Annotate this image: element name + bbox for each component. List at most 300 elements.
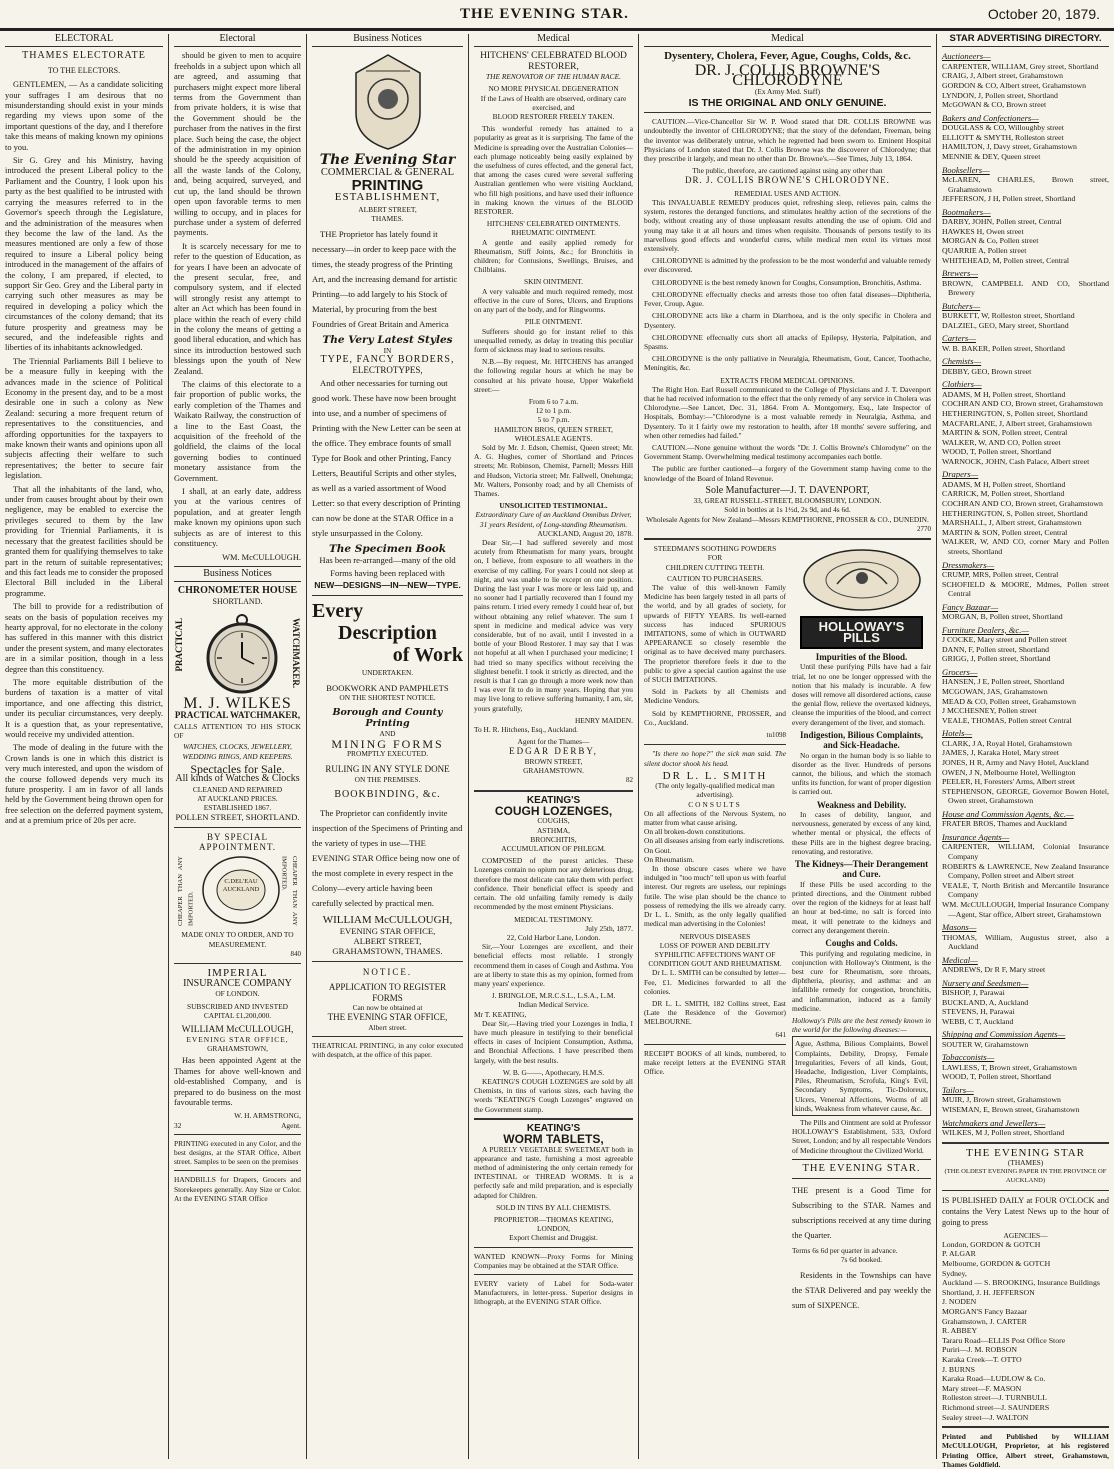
- ad-thames: THAMES.: [371, 214, 404, 224]
- agency-entry: Tararu Road—ELLIS Post Office Store: [942, 1335, 1066, 1345]
- directory-header: STAR ADVERTISING DIRECTORY.: [942, 34, 1109, 47]
- ad-export: Export Chemist and Druggist.: [509, 1233, 598, 1243]
- ad-made: MADE ONLY TO ORDER, AND TO MEASUREMENT.: [181, 930, 294, 949]
- directory-entry: ADAMS, M H, Pollen street, Shortland: [942, 479, 1066, 489]
- ad-extracts: EXTRACTS FROM MEDICAL OPINIONS.: [720, 375, 855, 385]
- directory-entry: HAMILTON, J, Davy street, Grahamstown: [942, 142, 1077, 152]
- ad-steed-text: The value of this well-known Family Medicine has been largely tested in all parts of the world, and by all grades of society, for upwards of FIFTY YEARS. Its well-earned success has induced SPURIOUS IMITATIONS, some of which in OUTWARD APPEARANCE so closely resemble the original as to have deceived many purchasers. The proprietor therefore feels it due to the public to give a special caution against the use of SUCH IMITATIONS.: [644, 582, 786, 685]
- printing-press-crest-icon: [346, 51, 430, 153]
- agency-entry: R. ABBEY: [942, 1326, 978, 1336]
- ad-asthma: ASTHMA,: [536, 825, 571, 835]
- agency-entry: J. NODEN: [942, 1297, 977, 1307]
- ad-paper-name: The Evening Star: [319, 152, 456, 169]
- ad-handbills: HANDBILLS for Drapers, Grocers and Storekeepers generally. Any Size or Color. At the EVENING STAR Office: [174, 1175, 301, 1203]
- ad-coughs: Coughs and Colds.: [825, 938, 898, 949]
- ad-tablets: WORM TABLETS,: [503, 1132, 604, 1147]
- directory-entry: CARPENTER, WILLIAM, Grey street, Shortland: [942, 61, 1099, 71]
- ad-type-borders: TYPE, FANCY BORDERS,: [320, 354, 455, 366]
- watch-engraving: [174, 610, 301, 696]
- agency-entry: Shortland, J. H. JEFFERSON: [942, 1287, 1035, 1297]
- ad-theatrical: THEATRICAL PRINTING, in any color executed with despatch, at the office of this paper.: [312, 1040, 463, 1059]
- ad-letter: Dear Sir,—I had suffered severely and most acutely from Rheumatism for many years, brought on, I believe, from exposure to all weathers in the exercise of my calling. For years I could not sleep at night, and was unable to lie except on one position. During the last year I was more or less laid up, and no sooner had I partially recovered than I found my pains return. I tried every remedy I could hear of, but without obtaining any relief whatever. The sum I spent in medicine and medical advice was very considerable, but of no avail, until I invested in a bottle of your Blood Restorer. I may say that I was not hopeful at all when I purchased your medicine; I had tried so many specifics without receiving the slightest benefit. I took it strictly as directed, and the result is that I can go through a more week now than I was ever fit to do in many years. Hoping that you may live long to relieve suffering humanity, I am, sir, yours gratefully,: [474, 537, 633, 713]
- letter-paragraph: GENTLEMEN, — As a candidate soliciting your suffrages I am desirous that no misunderstanding should exist in your minds regarding my views upon some of the important questions of the day, and I therefore take this means of making known my opinions to you.: [5, 80, 163, 152]
- ad-agent-name: WILLIAM McCULLOUGH,: [181, 1024, 294, 1035]
- ad-number: 641: [775, 1030, 786, 1039]
- letter-signature: WM. McCULLOUGH.: [222, 552, 301, 562]
- directory-entry: WOOD, T, Pollen street, Shortland: [942, 447, 1052, 457]
- directory-entry: MORGAN, B, Pollen street, Shortland: [942, 612, 1063, 622]
- letter-paragraph: should be given to men to acquire freeholds in a subject upon which all are agreed, and assuming that purchasers might expect more liberal terms from the Government than from private holders, it is wise that the Government should be the purchaser from the natives in the first place. Such being the case, the object of the administration in my opinion should be the speedy acquisition of all the waste lands of the Colony, and, being acquired, surveyed, and cut up, the land should be thrown open upon favorable terms to men willing to occupy, and in places for purchase under a system of deferred payments.: [174, 51, 301, 238]
- ad-albert2: Albert street.: [368, 1022, 407, 1032]
- ad-proprietor: WILLIAM McCULLOUGH,: [322, 914, 453, 927]
- ad-bookwork: BOOKWORK AND PAMPHLETS: [326, 682, 449, 693]
- ad-in-word: IN: [383, 345, 392, 355]
- directory-entry: W. B. BAKER, Pollen street, Shortland: [942, 343, 1065, 353]
- directory-entry: SCHOFIELD & MOORE, Mdmes, Pollen street Central: [942, 579, 1109, 599]
- directory-entry: DOUGLASS & CO, Willoughby street: [942, 123, 1064, 133]
- ad-skin-text: A very valuable and much required remedy, most effective in the cure of Sores, Ulcers, and Eruptions on any part of the body, and for Ringworms.: [474, 286, 633, 315]
- ad-coughs: COUGHS,: [537, 816, 570, 826]
- directory-category: Bakers and Confectioners—: [942, 112, 1039, 123]
- ad-bronchitis: BRONCHITIS,: [530, 834, 577, 844]
- ad-agent-office: EVENING STAR OFFICE,: [186, 1035, 289, 1045]
- subcolumn-steedman: [644, 544, 786, 1315]
- ad-agent-footer: [174, 1121, 301, 1130]
- ad-extracts-text: The Right Hon. Earl Russell communicated to the College of Physicians and J. T. Davenport that he had received information to the effect that the only remedy of any service in Cholera was Chlorodyne.—See Lancet, Dec. 31, 1864. From A. Montgomery, Esq., late Inspector of Hospitals, Bombay:—"Chlorodyne is a most valuable remedy in Neuralgia, Asthma, and Dysentery. To it I fairly owe my restoration to health, after 18 months' severe suffering, and when other remedies had failed.": [644, 384, 931, 440]
- ad-chronometer-title: CHRONOMETER HOUSE: [177, 585, 298, 597]
- ad-mining: MINING FORMS: [331, 736, 444, 751]
- directory-entry: CARRICK, M, Pollen street, Shortland: [942, 489, 1065, 499]
- agency-entry: MORGAN'S Fancy Bazaar: [942, 1307, 1027, 1317]
- ad-insurance: INSURANCE COMPANY: [183, 977, 292, 989]
- ad-ruling: RULING IN ANY STYLE DONE: [325, 764, 450, 775]
- ad-borough: Borough and County Printing: [332, 707, 443, 729]
- ad-office2: THE EVENING STAR OFFICE,: [327, 1012, 448, 1023]
- ad-residents: Residents in the Townships can have the STAR Delivered and pay weekly the sum of SIXPENCE.: [792, 1270, 931, 1310]
- ad-printing-note: PRINTING executed in any Color, and the best designs, at the STAR Office, Albert street. Samples to be seen on the premises: [174, 1138, 301, 1167]
- ad-med-letter: Sir,—Your Lozenges are excellent, and their beneficial effects most reliable. I strongly recommend them in cases of Cough and Asthma. You are at liberty to state this as my opinion, formed from many years' experience.: [474, 942, 633, 988]
- directory-category: House and Commission Agents, &c.—: [942, 808, 1074, 819]
- directory-category: Chemists—: [942, 356, 982, 367]
- ad-agents: Sold by Mr. J. Edson, Chemist, Queen street; Mr. A. G. Hughes, corner of Shortland and Princes streets; Mr. Robinson, Chemist, Parnell; Messrs Hill and Hudson, Victoria street; Mr. Fallwell, Onehunga; Mr. Walters, Ponsonby road; and by all Chemists of Thames.: [474, 442, 633, 498]
- directory-entry: ROBERTS & LAWRENCE, New Zealand Insurance Company, Pollen street and Albert street: [942, 861, 1109, 881]
- directory-entry: MARTIN & SON, Pollen street, Central: [942, 428, 1068, 438]
- directory-entry: QUARRIE A, Pollen street: [942, 245, 1027, 255]
- ad-subscribed: SUBSCRIBED AND INVESTED: [186, 1002, 288, 1012]
- paper-title: THE EVENING STAR.: [460, 6, 629, 22]
- ad-wholesale: WHOLESALE AGENTS.: [514, 433, 593, 443]
- ad-agent-word: Agent.: [281, 1120, 301, 1130]
- ad-med-date: July 25th, 1877.: [585, 923, 633, 933]
- agency-entry: J. BURNS: [942, 1364, 975, 1374]
- directory-category: Hotels—: [942, 728, 973, 739]
- directory-entry: FRATER BROS, Thames and Auckland: [942, 819, 1067, 829]
- ad-sold-tins: SOLD IN TINS BY ALL CHEMISTS.: [496, 1202, 611, 1212]
- ad-lowest: AT AUCKLAND PRICES.: [197, 793, 278, 803]
- ad-steed-agents: Sold by KEMPTHORNE, PROSSER, and Co., Auckland.: [644, 708, 786, 727]
- ad-impurities: Impurities of the Blood.: [815, 651, 908, 662]
- agency-entry: Karaka Road—LUDLOW & Co.: [942, 1374, 1046, 1384]
- ad-smith-sub: (The only legally-qualified medical man advertising).: [655, 781, 775, 800]
- electorate-heading: THAMES ELECTORATE: [22, 50, 146, 62]
- ad-description: Description: [338, 621, 437, 644]
- ad-kid-text: If these Pills be used according to the printed directions, and the Ointment rubbed over the region of the kidneys for at least half an hour at bed-time, no salt is forced into meat, it will penetrate to the kidneys and correct any derangement therein.: [792, 879, 931, 935]
- directory-category: Bootmakers—: [942, 206, 991, 217]
- ad-consults: CONSULTS: [688, 799, 742, 809]
- ad-agencies: AGENCIES—: [1003, 1230, 1048, 1240]
- ad-printing: PRINTING: [351, 177, 424, 195]
- ad-imperial: IMPERIAL: [207, 967, 268, 980]
- directory-entry: WM. McCULLOUGH, Imperial Insurance Company—Agent, Star office, Albert street, Grahamstown: [942, 899, 1109, 919]
- ad-dr2: DR. J. COLLIS BROWNE'S CHLORODYNE.: [685, 175, 890, 186]
- ad-caution: CAUTION.—Vice-Chancellor Sir W. P. Wood stated that DR. COLLIS BROWNE was undoubtedly the inventor of CHLORODYNE; that the story of the defendant, Freeman, being the inventor was deliberately untrue, which he regretted had been sworn to. Eminent Hospital Physicians of London stated that Dr. J. Collis Browne was the discoverer of Chlorodyne; that they prescribe it largely, and mean no other than Dr. Browne's.—See Times, July 13, 1864.: [644, 117, 931, 164]
- directory-entry: McLAREN, CHARLES, Brown street, Grahamstown: [942, 174, 1109, 194]
- column-header: Business Notices: [312, 34, 463, 47]
- directory-entry: BROWN, CAMPBELL AND CO, Shortland Brewery: [942, 278, 1109, 298]
- directory-entry: LAWLESS, T, Brown street, Grahamstown: [942, 1062, 1077, 1072]
- directory-entry: MORGAN & Co, Pollen street: [942, 236, 1039, 246]
- ad-caution3: The public are further cautioned—a forgery of the Government stamp having come to the knowledge of the Board of Inland Revenue.: [644, 464, 931, 483]
- letter-paragraph: The more equitable distribution of the burdens of taxation is a matter of vital importance, and one affecting this district, under its peculiar circumstances, very deeply. It is a question that, as your representative, would receive my undivided attention.: [5, 677, 163, 739]
- ad-date: AUCKLAND, August 20, 1878.: [537, 528, 633, 538]
- agency-entry: Richmond street—J. SAUNDERS: [942, 1402, 1050, 1412]
- directory-entry: DANN, F, Pollen street, Shortland: [942, 644, 1050, 654]
- directory-entry: SOUTER W, Grahamstown: [942, 1039, 1029, 1049]
- ad-number: 840: [290, 949, 301, 958]
- directory-category: Shipping and Commission Agents—: [942, 1029, 1066, 1040]
- ad-number: 32: [174, 1120, 182, 1130]
- ad-forms: FORMS: [372, 992, 403, 1003]
- directory-entry: WEBB, C T, Auckland: [942, 1016, 1014, 1026]
- directory-entry: LYNDON, J, Pollen street, Shortland: [942, 90, 1058, 100]
- ad-pills-sold: The Pills and Ointment are sold at Professor HOLLOWAY'S Establishment, 533, Oxford Street, London; and by all respectable Vendors of Medicine throughout the Civilized World.: [792, 1117, 931, 1155]
- ad-to: To H. R. Hitchens, Esq., Auckland.: [474, 725, 578, 735]
- agency-entry: Melbourne, GORDON & GOTCH: [942, 1259, 1051, 1269]
- ad-hours1: From 6 to 7 a.m.: [528, 396, 579, 406]
- ad-imp-text: Until these purifying Pills have had a fair trial, let no one be longer oppressed with the notion that his malady is incurable. A few doses will remove all disordered actions, cause the genial flow, relieve the overtaxed kidneys, cleanse the impurities of the blood, and correct every derangement of the liver, and stomach.: [792, 662, 931, 727]
- ad-smith-addr: DR L. L. SMITH, 182 Collins street, East (Late the Residence of the Governor) MELBOURNE.: [644, 998, 786, 1027]
- ad-if-laws: If the Laws of Health are observed, ordinary care exercised, and: [480, 93, 627, 112]
- ad-establishment: ESTABLISHMENT,: [334, 190, 441, 203]
- ad-promptly: PROMPTLY EXECUTED.: [346, 748, 429, 758]
- ad-wonderful: This wonderful remedy has attained to a popularity as great as it is surprising. The fame of the Medicine is spreading over the Australian Colonies—each plumage noticeably being easily explained by the usefulness of cures effected, and the general fact, that among the cases cured were several suffering Australian gentlemen who were visiting Auckland, who fill high positions, and have used their influence in making known the virtues of the BLOOD RESTORER.: [474, 124, 633, 217]
- directory-entry: HANSEN, J E, Pollen street, Shortland: [942, 677, 1065, 687]
- ad-shortest: ON THE SHORTEST NOTICE.: [339, 693, 436, 703]
- directory-entry: MARTIN & SON, Pollen street, Central: [942, 527, 1068, 537]
- ad-keating: KEATING'S: [526, 794, 581, 806]
- side-label-right: WATCHMAKER.: [291, 618, 301, 689]
- ad-number: 82: [626, 776, 633, 785]
- directory-entry: PEELER, H, Foresters' Arms, Albert street: [942, 777, 1076, 787]
- ad-grahams: GRAHAMSTOWN.: [523, 766, 584, 776]
- ad-agent-for: Agent for the Thames—: [517, 737, 590, 747]
- letter-paragraph: The claims of this electorate to a fair proportion of public works, the early completion of the Thames and Waikato Railway, the construction of a line to the East Coast, the acquisition of the freehold of the goldfield, the claims of the local governing bodies to continued monetary assistance from the Government.: [174, 380, 301, 483]
- ad-lozenges: COUGH LOZENGES,: [494, 804, 613, 819]
- ad-application: APPLICATION TO REGISTER: [328, 982, 447, 993]
- letter-paragraph: The bill to provide for a redistribution of seats on the basis of population receives my hearty approval, for no electorate in the colony has suffered in this manner with this district under the present system, and many electorates are in a similar position, though in a less degree than this constituency.: [5, 602, 163, 674]
- ad-cough-text: This purifying and regulating medicine, in conjunction with Holloway's Ointment, is the best cure for Rheumatism, sore throats, diphtheria, pleurisy, and asthma: and an infallible remedy for congestion, bronchitis, and inflammation, induced as a family medicine.: [792, 948, 931, 1013]
- directory-entry: DALZIEL, GEO, Mary street, Shortland: [942, 320, 1069, 330]
- column-business: [307, 34, 468, 1454]
- column-medical-2: [639, 34, 936, 1454]
- letter-paragraph: Sir G. Grey and his Ministry, having introduced the present Liberal policy to the Parliament and the Country, I look upon his party as the best qualified to be intrusted with carrying the measures referred to in the Governor's speech through the Legislature, and the administration of the measures when they become the law of the land. As the measures mentioned are only a few of those required to insure a Liberal policy being introduced in the management of the affairs of the colony, I am prepared, if elected, to support Sir Geo. Grey and the Liberal party in carrying such other measures as may be required in developing a policy which the circumstances of the colony demand; that its future prosperity and greatness may be secured, and the indefeasible rights and liberties of its inhabitants acknowledged.: [5, 156, 163, 353]
- ad-on-all3: On all diseases arising from early indiscretions.: [644, 836, 785, 846]
- ad-sold-bottles: Sold in bottles at 1s 1½d, 2s 9d, and 4s 6d.: [724, 505, 851, 515]
- ad-caution2: CAUTION.—None genuine without the words "Dr. J. Collis Browne's Chlorodyne" on the Government Stamp. Overwhelming medical testimony accompanies each bottle.: [644, 442, 931, 462]
- ad-proprietor: PROPRIETOR—THOMAS KEATING,: [493, 1215, 614, 1224]
- ad-wbg: W. B. G——, Apothecary, H.M.S.: [502, 1067, 605, 1077]
- ad-number: tu1098: [766, 731, 786, 740]
- ad-evening-star2: THE EVENING STAR.: [802, 1162, 921, 1174]
- ad-cleaned: CLEANED AND REPAIRED: [192, 784, 283, 794]
- ad-holloways: HOLLOWAY'S PILLS: [800, 616, 923, 649]
- directory-entry: ADAMS, M H, Pollen street, Shortland: [942, 389, 1066, 399]
- ad-receipt: RECEIPT BOOKS of all kinds, numbered, to make receipt letters at the EVENING STAR Office.: [644, 1048, 786, 1077]
- directory-entry: GRIGG, J, Pollen street, Shortland: [942, 654, 1051, 664]
- ad-on-all: On all affections of the Nervous System, no matter from what cause arising.: [644, 808, 786, 828]
- ad-hours: N.B.—By request, Mr. HITCHENS has arranged the following regular hours at which he may be consulted at his private house, Upper Wakefield street:—: [474, 357, 633, 394]
- agency-entry: Sydney,: [942, 1268, 967, 1278]
- issue-date: October 20, 1879.: [987, 6, 1100, 22]
- ad-present: THE present is a Good Time for Subscribing to the STAR. Names and subscriptions received at any time during the Quarter.: [792, 1186, 931, 1241]
- directory-entry: COCHRAN AND CO, Brown street, Grahamstown: [942, 399, 1103, 409]
- directory-category: Insurance Agents—: [942, 831, 1010, 842]
- ad-ex: (Ex Army Med. Staff): [754, 86, 821, 96]
- ad-office-street: ALBERT STREET,: [353, 935, 422, 946]
- ad-original: IS THE ORIGINAL AND ONLY GENUINE.: [688, 96, 887, 109]
- ad-wilkes-sub: PRACTICAL WATCHMAKER,: [174, 709, 301, 720]
- column-header: ELECTORAL: [5, 34, 163, 47]
- letter-paragraph: It is scarcely necessary for me to refer to the question of Education, as for years I have been an advocate of the present secular, free, and compulsory system, and if elected will strongly resist any attempt to alter an Act which has been found in place within the reach of every child in the colony the means of getting a good liberal education, and which has since its introduction bestowed such blessings upon the youth of New Zealand.: [174, 241, 301, 376]
- directory-entry: VEALE, THOMAS, Pollen street Central: [942, 715, 1072, 725]
- ad-medical-test: MEDICAL TESTIMONY.: [514, 914, 593, 924]
- ad-hours2: 12 to 1 p.m.: [535, 406, 572, 416]
- ad-loss: LOSS OF POWER AND DEBILITY SYPHILITIC AFFECTIONS WANT OF CONDITION GOUT AND RHEUMATISM.: [648, 940, 782, 969]
- ad-terms: Terms 6s 6d per quarter in advance.: [792, 1246, 898, 1256]
- directory-entry: BURKETT, W, Rolleston street, Shortland: [942, 311, 1075, 321]
- ad-remedial-text: This INVALUABLE REMEDY produces quiet, refreshing sleep, relieves pain, calms the system, restores the deranged functions, and stimulates healthy action of the secretions of the body, without creating any of those unpleasant results attending the use of opium. Old and young may take it at all hours and times when requisite. Thousands of persons testify to its marvellous good effects and wonderful cures, while medical men extol its virtues most extensively.: [644, 198, 931, 254]
- ad-kidneys: The Kidneys—Their Derangement and Cure.: [794, 859, 929, 880]
- ad-established: ESTABLISHED 1867.: [203, 802, 272, 812]
- ad-pile: PILE OINTMENT.: [524, 317, 583, 327]
- directory-entry: DARBY, JOHN, Pollen street, Central: [942, 217, 1062, 227]
- ad-doctor: J. BRINGLOE, M.R.C.S.L., L.S.A., L.M.: [491, 991, 616, 1001]
- ad-chl6: CHLORODYNE is the only palliative in Neuralgia, Rheumatism, Gout, Cancer, Toothache, Meningitis, &c.: [644, 354, 931, 373]
- ad-wholesale: Wholesale Agents for New Zealand—Messrs KEMPTHORNE, PROSSER & CO., DUNEDIN.: [646, 514, 929, 524]
- directory-entry: STEPHENSON, GEORGE, Governor Bowen Hotel, Owen street, Grahamstown: [942, 786, 1109, 806]
- ad-every: Every: [312, 599, 364, 622]
- ad-sole-addr: 33, GREAT RUSSELL-STREET, BLOOMSBURY, LONDON.: [693, 496, 882, 506]
- ad-hours3: 5 to 7 p.m.: [537, 415, 570, 425]
- column-header: Electoral: [174, 34, 301, 47]
- ad-published: IS PUBLISHED DAILY at FOUR O'CLOCK and contains the Very Latest News up to the hour of going to press: [942, 1195, 1109, 1227]
- directory-entry: MACFARLANE, J, Albert street, Grahamstown: [942, 418, 1092, 428]
- ad-office: EVENING STAR OFFICE,: [339, 925, 436, 936]
- agency-entry: London, GORDON & GOTCH: [942, 1239, 1041, 1249]
- ad-capital: CAPITAL £1,200,000.: [203, 1011, 272, 1021]
- directory-entry: WHITEHEAD, M, Pollen street, Central: [942, 255, 1070, 265]
- ad-latest: The Very Latest Styles: [322, 334, 453, 347]
- directory-entry: WILKES, M J, Pollen street, Shortland: [942, 1128, 1065, 1138]
- directory-entry: McGOWAN & CO, Brown street: [942, 100, 1047, 110]
- directory-category: Carters—: [942, 333, 976, 344]
- directory-entry: MUIR, J, Brown street, Grahamstown: [942, 1095, 1061, 1105]
- cheaper-label-left: CHEAPER THAN ANY IMPORTED.: [177, 856, 195, 927]
- directory-entry: VEALE, T, North British and Mercantile Insurance Company: [942, 880, 1109, 900]
- ad-wanted: WANTED KNOWN—Proxy Forms for Mining Companies may be obtained at the STAR Office.: [474, 1251, 633, 1270]
- ad-notice: NOTICE.: [362, 966, 413, 977]
- medical-two-subcolumns: [644, 544, 931, 1315]
- directory-entry: HETHERINGTON, S, Pollen street, Shortland: [942, 508, 1088, 518]
- ad-chl1: CHLORODYNE is admitted by the profession to be the most wonderful and valuable remedy ever discovered.: [644, 256, 931, 275]
- subcolumn-holloway: [792, 544, 931, 1315]
- letter-paragraph: I shall, at an early date, address you at the various centres of population, and at greater length make known my opinions upon such subjects as are of interest to this constituency.: [174, 487, 301, 549]
- ad-and: AND: [379, 729, 396, 739]
- ad-weak-text: In cases of debility, languor, and nervousness, generated by excess of any kind, whether mental or physical, the effects of these Pills are in the highest degree bracing, renovating, and restorative.: [792, 810, 931, 856]
- directory-category: Medical—: [942, 954, 978, 965]
- ad-on-rheum: On Rheumatism.: [644, 854, 695, 864]
- directory-entry: MENNIE & DEY, Queen street: [942, 151, 1041, 161]
- ad-dr-browne: DR. J. COLLIS BROWNE'S CHLORODYNE: [694, 61, 881, 90]
- ad-chronometer-sub: SHORTLAND.: [212, 596, 263, 606]
- ad-necessaries: And other necessaries for turning out good work. These have now been brought into use, and a number of specimens of Printing with the New Letter can be seen at the office. They embrace founts of small Type for Book and other Printing, Fancy Letters, Beautiful Scripts and other styles, as well as a varied assortment of Wood Letter: so that every description of Printing can now be done at the STAR Office in a style unsurpassed in the Colony.: [312, 377, 461, 538]
- ad-accumulation: ACCUMULATION OF PHLEGM.: [501, 844, 606, 854]
- ad-on-gout: On Gout.: [644, 845, 672, 855]
- directory-category: Booksellers—: [942, 164, 990, 175]
- top-rule: [0, 28, 1114, 31]
- directory-category: Drapers—: [942, 469, 979, 480]
- ad-freely: BLOOD RESTORER FREELY TAKEN.: [492, 112, 615, 122]
- directory-category: Masons—: [942, 922, 977, 933]
- ad-smith: DR L. L. SMITH: [662, 769, 768, 782]
- ad-worm-desc: A PURELY VEGETABLE SWEETMEAT both in appearance and taste, furnishing a most agreeable method of administering the only certain remedy for INTESTINAL or THREAD WORMS. It is a perfectly safe and mild preparation, and is especially adapted for Children.: [474, 1144, 633, 1200]
- directory-entry: STEVENS, H, Parawai: [942, 1007, 1015, 1017]
- directory-category: Fancy Bazaar—: [942, 601, 999, 612]
- ad-undertaken: UNDERTAKEN.: [361, 667, 414, 677]
- ad-prop-london: LONDON,: [536, 1224, 571, 1234]
- ad-cure-head: Extraordinary Cure of an Auckland Omnibus Driver, 31 years Resident, of Long-standing Rheumatism.: [475, 510, 632, 529]
- directory-entry: HAWKES H, Owen street: [942, 226, 1024, 236]
- ad-composed: COMPOSED of the purest articles. These Lozenges contain no opium nor any deleterious drug, therefore the most delicate can take them with perfect confidence. Their beneficial effect is speedy and certain. The old unfailing family remedy is daily recommended by the most eminent Physicians.: [474, 856, 633, 912]
- ad-nervous: NERVOUS DISEASES: [679, 931, 751, 941]
- ad-best: Holloway's Pills are the best remedy known in the world for the following diseases:—: [792, 1015, 931, 1035]
- ad-smith-fee: Dr L. L. SMITH can be consulted by letter—Fee, £1. Medicines forwarded to all the colonies.: [644, 968, 786, 996]
- ad-derby: EDGAR DERBY,: [509, 746, 598, 757]
- ad-chl3: CHLORODYNE effectually checks and arrests those too often fatal diseases—Diphtheria, Fever, Croup, Ague.: [644, 289, 931, 309]
- directory-entry: JEFFERSON, J H, Pollen street, Shortland: [942, 194, 1076, 204]
- holloway-seal-icon: [797, 544, 927, 614]
- agency-entry: Rolleston street—J. TURNBULL: [942, 1393, 1047, 1403]
- ad-public: The public, therefore, are cautioned against using any other than: [692, 166, 883, 176]
- directory-entry: ELLIOTT & SMYTH, Rolleston street: [942, 132, 1064, 142]
- ad-depot: HAMILTON BROS, QUEEN STREET,: [494, 424, 613, 434]
- ad-for: FOR: [707, 553, 723, 563]
- ad-star-box: THE EVENING STAR: [966, 1146, 1085, 1159]
- directory-category: Butchers—: [942, 300, 981, 311]
- agency-entry: Mary street—F. MASON: [942, 1383, 1022, 1393]
- imprint: Printed and Published by WILLIAM McCULLOUGH, Proprietor, at his registered Printing Office, Albert street, Grahamstown, Thames Goldfield.: [942, 1432, 1109, 1469]
- directory-entry: WOOD, T, Pollen street, Shortland: [942, 1072, 1052, 1082]
- directory-category: Grocers—: [942, 667, 978, 677]
- directory-category: Auctioneers—: [942, 51, 991, 62]
- ad-wilkes-calls: CALLS ATTENTION TO HIS STOCK OF: [174, 721, 301, 741]
- ad-street: ALBERT STREET,: [358, 205, 417, 215]
- ad-spectacles: Spectacles for Sale.: [190, 761, 285, 776]
- ad-hitchens: HITCHENS' CELEBRATED BLOOD RESTORER,: [480, 51, 627, 72]
- ad-pile-text: Sufferers should go for instant relief to this unequalled remedy, as delay in treating this peculiar form of sickness may lead to serious results.: [474, 326, 633, 354]
- directory-entry: CRAIG, J, Albert street, Grahamstown: [942, 71, 1064, 81]
- ad-new-designs: NEW—DESIGNS—IN—NEW—TYPE.: [314, 580, 461, 591]
- ad-address: POLLEN STREET, SHORTLAND.: [175, 812, 300, 823]
- directory-entry: COCHRAN AND CO, Brown street, Grahamstown: [942, 499, 1103, 509]
- directory-entry: CARPENTER, WILLIAM, Colonial Insurance Company: [942, 842, 1109, 861]
- letter-paragraph: The Triennial Parliaments Bill I believe to be a measure fully in keeping with the advances made in the science of Political Economy in the present day, and to be a most desirable one in such a colony as New Zealand: securing a more frequent return of representatives to the constituencies, and affording opportunities for the taxpayers to make known their wants and opinions upon all subjects affecting their welfare to such representatives; the better to secure fair legislation.: [5, 356, 163, 481]
- ad-rheumatic: RHEUMATIC OINTMENT.: [511, 228, 596, 238]
- ad-banner: Dysentery, Cholera, Fever, Ague, Coughs, Colds, &c.: [664, 50, 911, 63]
- directory-category: Nursery and Seedsmen—: [942, 977, 1029, 988]
- ad-rheum-text: A gentle and easily applied remedy for Rheumatism, Stiff Joints, &c.; for Bronchitis in children; for Contusions, Swellings, Bruises, and Chilblains.: [474, 237, 633, 275]
- ad-diseases: Ague, Asthma, Bilious Complaints, Bowel Complaints, Debility, Dropsy, Female Irregularities, Fevers of all kinds, Gout, Headache, Indigestion, Liver Complaints, Piles, Rheumatism, Scrofula, King's Evil, Secondary Symptoms, Tic-Doloreux, Ulcers, Venereal Affections, Worms of all kinds, Weakness from whatever cause, &c.: [792, 1036, 931, 1116]
- ad-caution-purch: CAUTION TO PURCHASERS.: [666, 573, 764, 583]
- directory-category: Clothiers—: [942, 379, 982, 390]
- ad-confident: The Proprietor can confidently invite inspection of the Specimens of Printing and the variety of types in use—THE EVENING STAR Office being now one of the most complete in every respect in the Colony—every article having been carefully selected by practical men.: [312, 808, 463, 909]
- agency-entry: Sealey street—J. WALTON: [942, 1412, 1029, 1422]
- ad-remedial: REMEDIAL USES AND ACTION.: [734, 188, 841, 198]
- column-medical: [469, 34, 638, 1454]
- ad-of-work: of Work: [392, 643, 463, 666]
- ad-skin: SKIN OINTMENT.: [524, 277, 583, 287]
- agency-entry: P. ALGAR: [942, 1249, 976, 1259]
- shirt-badge-text: C.DEL'EAU AUCKLAND: [222, 878, 260, 894]
- directory-entry: MEAD & CO, Pollen street, Grahamstown: [942, 696, 1077, 706]
- directory-entry: MCGOWAN, JAS, Grahamstown: [942, 687, 1048, 696]
- directory-entry: OWEN, J N, Melbourne Hotel, Wellington: [942, 767, 1076, 777]
- directory-entry: GORDON & CO, Albert street, Grahamstown: [942, 81, 1087, 90]
- ad-med-addr: 22, Cold Harbor Lane, London.: [506, 932, 601, 942]
- ad-oldest: (THE OLDEST EVENING PAPER IN THE PROVINCE OF AUCKLAND): [944, 1168, 1107, 1185]
- ad-children: CHILDREN CUTTING TEETH.: [665, 562, 765, 572]
- ad-steedman: STEEDMAN'S SOOTHING POWDERS: [653, 544, 777, 554]
- directory-entry: J COCKE, Mary street and Pollen street: [942, 635, 1067, 645]
- ad-bookbinding: BOOKBINDING, &c.: [334, 788, 441, 800]
- agency-entry: Puriri—J. M. ROBSON: [942, 1345, 1017, 1355]
- ad-signed: HENRY MAIDEN.: [574, 715, 633, 725]
- ad-sold: KEATING'S COUGH LOZENGES are sold by all Chemists, in tins of various sizes, each having the words "KEATING'S Cough Lozenges" engraved on the Government stamp.: [474, 1076, 633, 1114]
- ad-agent-text: Has been appointed Agent at the Thames for above well-known and old-established Company, and is prepared to do business on the most favourable terms.: [174, 1056, 301, 1108]
- ad-smith-text: In those obscure cases where we have indulged in "too much" tell upon us with fearful interest. Our regrets are useless, our repinings futile. The wise plan should be the chance to possess of remedying the ills we already carry. Dr L. L. Smith, as the only legally qualified medical man advertising in the Colonies!: [644, 864, 786, 929]
- ad-every-var: EVERY variety of Label for Soda-water Manufacturers, in letter-press. Superior designs in lithograph, at the EVENING STAR Office.: [474, 1279, 633, 1307]
- directory-entry: CRUMP, MRS, Pollen street, Central: [942, 570, 1059, 580]
- letter-paragraph: That all the inhabitants of the land, who, under from causes brought about by their own negligence, may be enabled to exercise the privileges secured to them by the law providing for Triennial Parliaments, it is necessary that the greatest facilities should be granted them for qualifying themselves to take part in the return of suitable representatives; and this fact leads me to consider the proposed Electoral Bill included in the Liberal programme.: [5, 484, 163, 598]
- directory-list: [942, 51, 1109, 1137]
- ad-keating-letter: Dear Sir,—Having tried your Lozenges in India, I have much pleasure in testifying to their beneficial effects in cases of Incipient Consumption, Asthma, and Bronchial Affections. I have prescribed them largely, with the best results.: [474, 1018, 633, 1065]
- ad-premises: ON THE PREMISES.: [354, 774, 421, 784]
- directory-entry: ANDREWS, Dr R F, Mary street: [942, 965, 1046, 975]
- ad-london: OF LONDON.: [215, 989, 260, 999]
- column-electoral-2: [169, 34, 306, 1454]
- directory-entry: THOMAS, William, Augustus street, also a Auckland: [942, 932, 1109, 952]
- agency-entry: Karaka Creek—T. OTTO: [942, 1355, 1022, 1364]
- directory-entry: DEBBY, GEO, Brown street: [942, 366, 1032, 376]
- ad-agent-town: GRAHAMSTOWN,: [207, 1044, 268, 1054]
- ad-unsolicited: UNSOLICITED TESTIMONIAL.: [499, 501, 608, 511]
- directory-entry: JAMES, J, Karaka Hotel, Mary street: [942, 748, 1059, 758]
- ad-specimen: The Specimen Book: [328, 542, 446, 555]
- ad-degeneration: NO MORE PHYSICAL DEGENERATION: [488, 84, 619, 94]
- ad-sole: Sole Manufacturer—J. T. DAVENPORT,: [705, 484, 870, 496]
- column-header: Medical: [644, 34, 931, 47]
- ad-rearranged: Has been re-arranged—many of the old Forms having been replaced with: [319, 555, 456, 579]
